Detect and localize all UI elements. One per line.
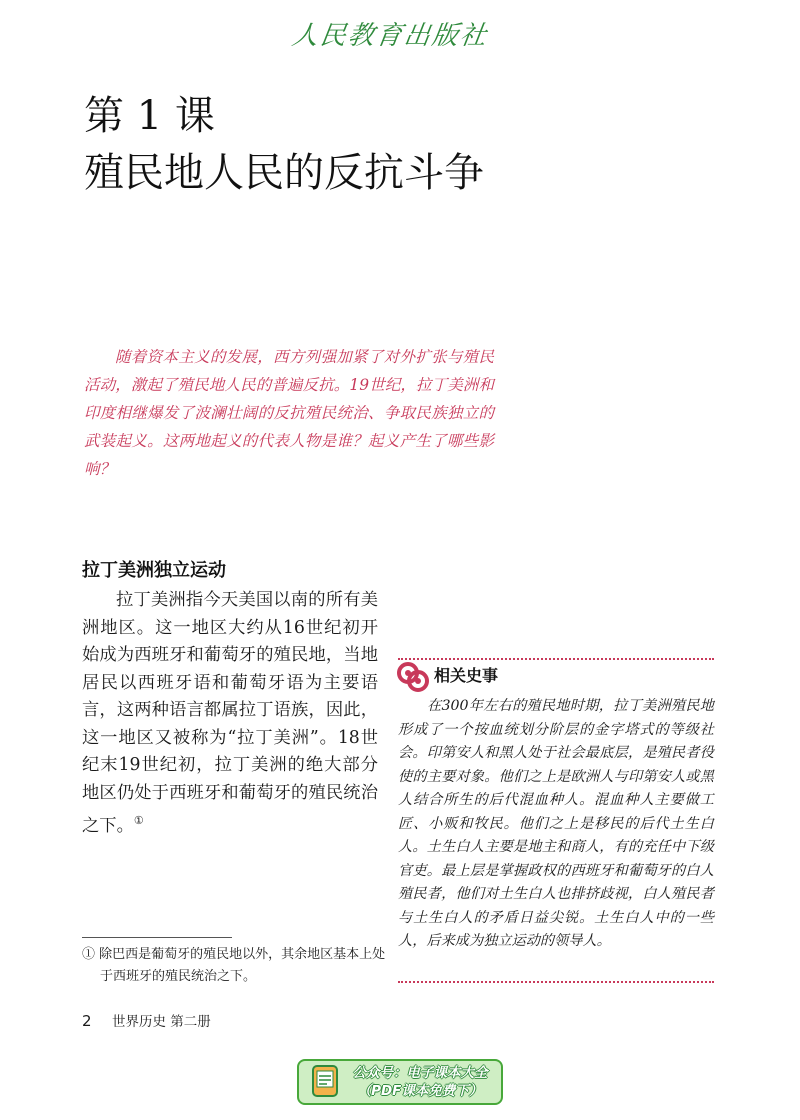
sidebar-bottom-divider (398, 981, 714, 983)
sidebar-title: 相关史事 (434, 666, 499, 685)
watermark-line-1: 公众号：电子课本大全 (352, 1065, 488, 1081)
lesson-number: 第 1 课 (84, 93, 215, 139)
body-text: 拉丁美洲指今天美国以南的所有美洲地区。这一地区大约从16世纪初开始成为西班牙和葡萄牙的殖民地，当地居民以西班牙语和葡萄牙语为主要语言，这两种语言都属拉丁语族，因此，这一地区又被称为“拉丁美洲”。18世纪末19世纪初，拉丁美洲的绝大部分地区仍处于西班牙和葡萄牙的殖民统治之下。 (82, 590, 378, 836)
intro-paragraph: 随着资本主义的发展，西方列强加紧了对外扩张与殖民活动，激起了殖民地人民的普遍反抗。19世纪，拉丁美洲和印度相继爆发了波澜壮阔的反抗殖民统治、争取民族独立的武装起义。这两地起义的代表人物是谁？起义产生了哪些影响？ (84, 348, 494, 478)
section-heading: 拉丁美洲独立运动 (82, 560, 226, 581)
book-icon (311, 1064, 339, 1100)
sidebar-top-divider (398, 658, 714, 660)
page-number: 2 (82, 1012, 92, 1030)
footnote: ① 除巴西是葡萄牙的殖民地以外，其余地区基本上处于西班牙的殖民统治之下。 (82, 947, 386, 984)
footnote-divider (82, 937, 232, 938)
watermark-line-2: （PDF课本免费下） (357, 1083, 483, 1099)
footnote-marker[interactable]: ① (133, 814, 144, 827)
publisher-logo: 人民教育出版社 (289, 21, 491, 51)
related-history-icon (396, 659, 432, 695)
lesson-title: 殖民地人民的反抗斗争 (84, 150, 484, 196)
watermark-banner (297, 1059, 503, 1105)
sidebar-text: 在300年左右的殖民地时期，拉丁美洲殖民地形成了一个按血统划分阶层的金字塔式的等级社会。印第安人和黑人处于社会最底层，是殖民者役使的主要对象。他们之上是欧洲人与印第安人或黑人结合所生的后代混血种人。混血种人主要做工匠、小贩和牧民。他们之上是移民的后代土生白人。土生白人主要是地主和商人，有的充任中下级官吏。最上层是掌握政权的西班牙和葡萄牙的白人殖民者，他们对土生白人也排挤歧视，白人殖民者与土生白人的矛盾日益尖锐。土生白人中的一些人，后来成为独立运动的领导人。 (398, 698, 714, 949)
body-paragraph (82, 587, 378, 840)
book-name: 世界历史 第二册 (112, 1014, 211, 1030)
